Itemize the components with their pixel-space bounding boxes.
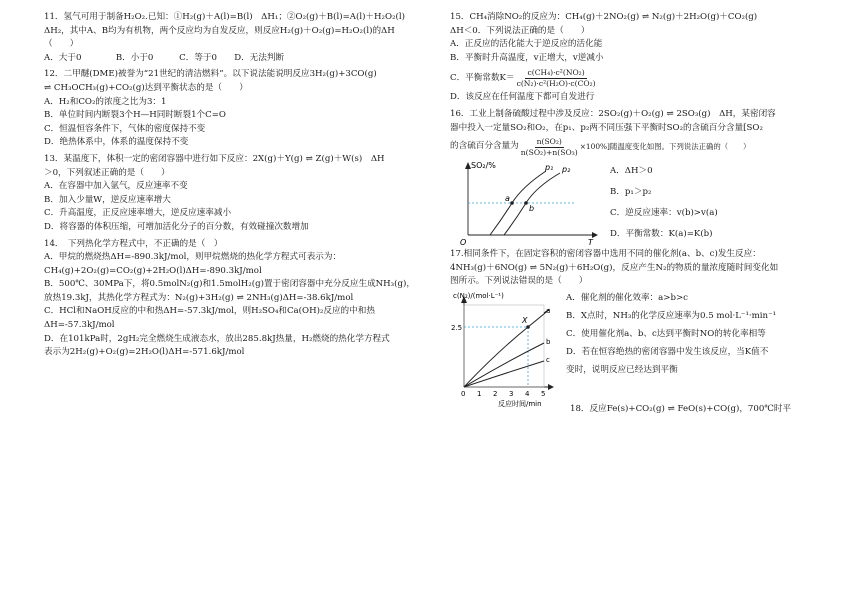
q16-fraction-den: n(SO₂)+n(SO₃) — [520, 147, 578, 157]
q15-k-denominator: c(N₂)·c²(H₂O)·c(CO₂) — [516, 78, 596, 88]
q17-option-b: B．X点时，NH₃的化学反应速率为0.5 mol·L⁻¹·min⁻¹ — [566, 310, 777, 321]
q15-k-fraction — [517, 68, 596, 89]
q11-line-2: ΔH₂，其中A、B均为有机物，两个反应均为自发反应，则反应H₂(g)＋O₂(g)=H₂O₂(l)的ΔH — [44, 25, 395, 36]
q16-line-2: 器中投入一定量SO₂和O₂，在p₁、p₂两不同压强下平衡时SO₂的含硫百分含量[SO₂ — [450, 122, 763, 133]
q16-y-label: SO₂/% — [471, 161, 496, 171]
q15-option-a: A．正反应的活化能大于逆反应的活化能 — [450, 39, 603, 50]
q11-line-1: 11．氢气可用于制备H₂O₂.已知：①H₂(g)＋A(l)=B(l) ΔH₁；②O₂(g)＋B(l)=A(l)＋H₂O₂(l) — [44, 12, 405, 22]
q17-option-d: D．若在恒容绝热的密闭容器中发生该反应，当K值不 — [566, 346, 769, 357]
q15-k-numerator: c(CH₄)·c²(NO₂) — [527, 67, 585, 77]
question-17 — [450, 248, 825, 416]
q17-curve-a — [464, 306, 551, 387]
q14-option-d-eq: 表示为2H₂(g)+O₂(g)=2H₂O(l)ΔH=-571.6kJ/mol — [44, 347, 245, 358]
q17-line-3: 图所示。下列说法错误的是（ ） — [450, 276, 588, 287]
q16-x-arrow — [592, 232, 598, 238]
q17-x-tick-1: 1 — [477, 389, 482, 398]
q16-label-a: a — [505, 194, 510, 204]
q16-line-3 — [450, 135, 825, 159]
q17-x-tick-2: 2 — [493, 389, 498, 398]
q16-line-1: 16．工业上制备硫酸过程中涉及反应：2SO₂(g)＋O₂(g) ⇌ 2SO₃(g) ΔH，某密闭容 — [450, 108, 776, 119]
q14-option-c-cont: ΔH=-57.3kJ/mol — [44, 320, 115, 331]
q17-line-2: 4NH₃(g)＋6NO(g) ⇌ 5N₂(g)＋6H₂O(g)，反应产生N₂的物质的量浓度随时间变化如 — [450, 262, 779, 273]
q16-point-b — [524, 201, 528, 205]
q16-option-a: A．ΔH＞0 — [610, 166, 653, 177]
q17-x-arrow — [548, 384, 554, 390]
q16-option-c: C．逆反应速率：v(b)>v(a) — [610, 208, 718, 219]
q17-x-tick-5: 5 — [541, 389, 546, 398]
question-11 — [44, 11, 436, 65]
q16-label-p2: p₂ — [562, 165, 571, 175]
left-column — [44, 8, 436, 360]
q15-option-b: B．平衡时升高温度，v正增大，v逆减小 — [450, 52, 604, 63]
q12-option-c: C．恒温恒容条件下，气体的密度保持不变 — [44, 123, 206, 134]
question-12 — [44, 68, 436, 150]
q17-x-tick-0: 0 — [461, 389, 466, 398]
q14-option-b: B．500℃、30MPa下，将0.5molN₂(g)和1.5molH₂(g)置于密闭容器中充分反应生成NH₃(g)， — [44, 279, 415, 290]
q14-option-c: C．HCl和NaOH反应的中和热ΔH=-57.3kJ/mol，则H₂SO₄和Ca(OH)₂反应的中和热 — [44, 306, 375, 317]
q17-y-tick: 2.5 — [451, 323, 463, 332]
q16-figure-row — [450, 159, 825, 245]
q12-option-b: B．单位时间内断裂3个H—H同时断裂1个C=O — [44, 110, 226, 121]
q15-option-d: D．该反应在任何温度下都可自发进行 — [450, 92, 595, 103]
q18-line-1: 18．反应Fe(s)+CO₂(g) ⇌ FeO(s)+CO(g)，700℃时平 — [570, 403, 792, 414]
q12-line-1: 12．二甲醚(DME)被誉为“21世纪的清洁燃料”。以下说法能说明反应3H₂(g)+3CO(g) — [44, 69, 377, 80]
q16-line-3-prefix: 的含硫百分含量为 — [450, 141, 519, 152]
right-column — [450, 8, 825, 417]
q14-option-b-eq: 放热19.3kJ，其热化学方程式为：N₂(g)+3H₂(g) ⇌ 2NH₃(g)ΔH=-38.6kJ/mol — [44, 292, 354, 303]
q17-line-1: 17.相同条件下，在固定容积的密闭容器中选用不同的催化剂(a、b、c)发生反应： — [450, 249, 761, 260]
q13-option-b: B．加入少量W，逆反应速率增大 — [44, 194, 171, 205]
q12-option-d: D．绝热体系中，体系的温度保持不变 — [44, 137, 189, 148]
q16-origin: O — [460, 238, 467, 246]
q16-figure — [450, 159, 600, 245]
q17-options — [566, 289, 776, 379]
q17-figure-row — [450, 289, 825, 407]
q16-fraction-num: n(SO₂) — [536, 136, 562, 146]
q17-label-a: a — [546, 306, 551, 315]
q17-point-x — [526, 325, 530, 329]
q12-option-a: A．H₂和CO₂的浓度之比为3：1 — [44, 96, 167, 107]
q17-x-tick-4: 4 — [525, 389, 530, 398]
q13-option-d: D．将容器的体积压缩，可增加活化分子的百分数，有效碰撞次数增加 — [44, 221, 309, 232]
question-13 — [44, 153, 436, 235]
q17-figure — [450, 289, 560, 407]
question-14 — [44, 238, 436, 360]
q16-label-b: b — [529, 204, 535, 214]
q16-option-d: D．平衡常数：K(a)=K(b) — [610, 229, 713, 240]
q14-line-1: 14． 下列热化学方程式中，不正确的是（ ） — [44, 238, 223, 249]
q13-line-2: ＞0，下列叙述正确的是（ ） — [44, 167, 170, 178]
q17-option-c: C．使用催化剂a、b、c达到平衡时NO的转化率相等 — [566, 328, 766, 339]
q15-line-1: 15．CH₄消除NO₂的反应为：CH₄(g)＋2NO₂(g) ⇌ N₂(g)＋2H₂O(g)＋CO₂(g) — [450, 12, 758, 22]
q17-option-d-cont: 变时，说明反应已经达到平衡 — [566, 364, 678, 375]
q17-option-a: A．催化剂的催化效率：a>b>c — [566, 292, 688, 303]
question-15 — [450, 11, 825, 105]
q16-label-p1: p₁ — [545, 163, 554, 173]
q11-line-3: （ ） — [44, 39, 79, 50]
q14-option-a-eq: CH₄(g)+2O₂(g)=CO₂(g)+2H₂O(l)ΔH=-890.3kJ/mol — [44, 265, 262, 276]
q13-option-a: A．在容器中加入氩气，反应速率不变 — [44, 181, 188, 192]
q15-option-c — [450, 65, 825, 91]
q14-option-a: A．甲烷的燃烧热ΔH=-890.3kJ/mol，则甲烷燃烧的热化学方程式可表示为： — [44, 252, 342, 263]
q11-options: A．大于0 B．小于0 C．等于0 D．无法判断 — [44, 52, 285, 63]
q16-x-label: T — [588, 238, 593, 246]
q16-fraction — [521, 137, 578, 158]
question-16 — [450, 108, 825, 245]
q17-x-label: 反应时间/min — [498, 399, 542, 407]
q16-point-a — [510, 201, 514, 205]
q15-option-c-label: C．平衡常数K＝ — [450, 72, 515, 83]
q13-option-c: C．升高温度，正反应速率增大，逆反应速率减小 — [44, 208, 232, 219]
q17-x-tick-3: 3 — [509, 389, 514, 398]
q17-label-x: X — [522, 315, 528, 325]
q16-line-3-suffix: ×100%]随温度变化如图。下列说法正确的（ ） — [579, 142, 751, 152]
q15-line-2: ΔH＜0．下列说法正确的是（ ） — [450, 25, 590, 36]
q13-line-1: 13．某温度下，体积一定的密闭容器中进行如下反应：2X(g)＋Y(g) ⇌ Z(g)＋W(s) ΔH — [44, 153, 385, 164]
q12-line-2: ⇌ CH₃OCH₃(g)+CO₂(g)达到平衡状态的是（ ） — [44, 82, 248, 93]
q14-option-d: D．在101kPa时，2gH₂完全燃烧生成液态水，放出285.8kJ热量，H₂燃烧的热化学方程式 — [44, 333, 390, 344]
q17-y-label: c(N₂)/(mol·L⁻¹) — [453, 291, 504, 300]
q17-label-c: c — [546, 355, 550, 364]
q16-option-b: B．p₁＞p₂ — [610, 187, 652, 198]
q17-label-b: b — [546, 337, 551, 346]
q16-options — [610, 161, 718, 245]
